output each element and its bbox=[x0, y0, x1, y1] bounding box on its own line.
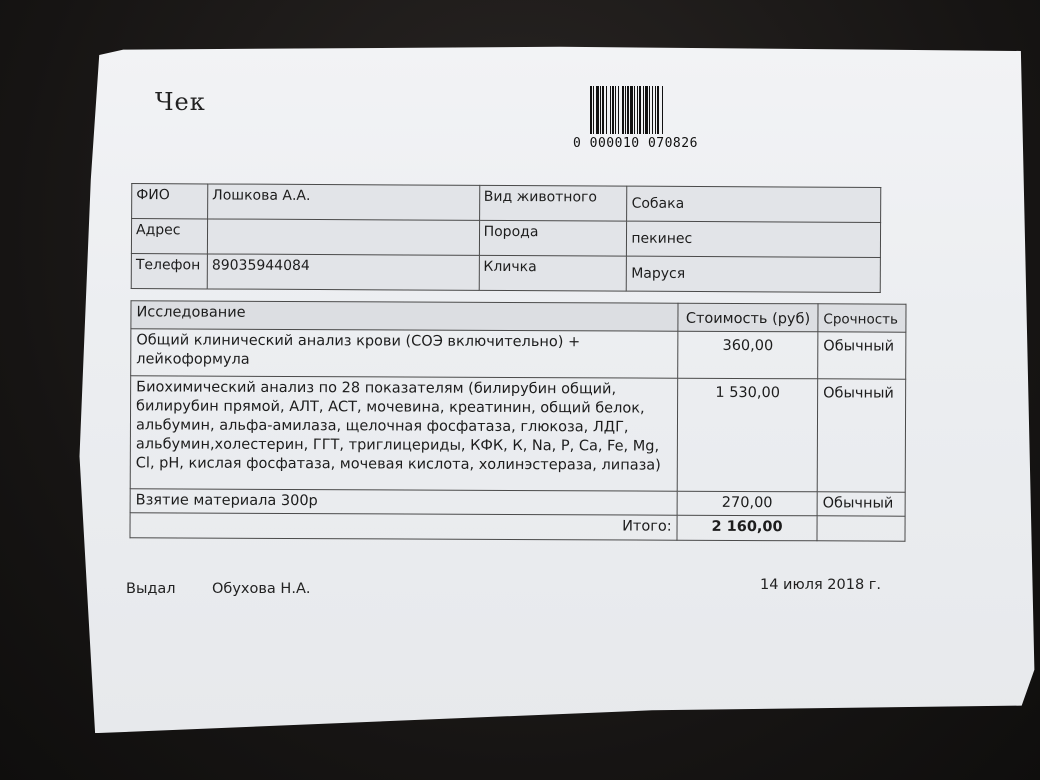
service-cost: 1 530,00 bbox=[677, 378, 817, 492]
barcode-image bbox=[590, 86, 718, 134]
label-species: Вид животного bbox=[479, 185, 627, 221]
service-urgency: Обычный bbox=[818, 332, 906, 379]
service-cost: 360,00 bbox=[678, 331, 818, 379]
service-name: Общий клинический анализ крови (СОЭ включительно) + лейкоформула bbox=[131, 329, 678, 378]
label-phone: Телефон bbox=[131, 254, 207, 289]
value-breed: пекинес bbox=[627, 221, 881, 257]
header-service: Исследование bbox=[131, 301, 678, 331]
client-row-address bbox=[131, 219, 880, 258]
label-address: Адрес bbox=[131, 219, 207, 254]
value-petname: Маруся bbox=[627, 256, 881, 292]
services-header-row bbox=[131, 301, 906, 332]
label-breed: Порода bbox=[479, 220, 627, 256]
issued-by: Обухова Н.А. bbox=[212, 581, 311, 597]
total-label: Итого: bbox=[130, 513, 677, 540]
label-petname: Кличка bbox=[479, 255, 627, 291]
receipt-title: Чек bbox=[155, 88, 206, 116]
total-empty bbox=[817, 516, 905, 541]
barcode-bar bbox=[663, 86, 664, 134]
service-urgency: Обычный bbox=[817, 379, 906, 492]
value-fio: Лошкова А.А. bbox=[208, 184, 480, 220]
total-value: 2 160,00 bbox=[677, 515, 817, 541]
value-species: Собака bbox=[627, 186, 881, 222]
client-row-name bbox=[132, 184, 881, 223]
services-table bbox=[129, 300, 906, 541]
client-info-table bbox=[131, 183, 882, 293]
service-row bbox=[130, 489, 905, 516]
service-row bbox=[131, 329, 906, 379]
service-cost: 270,00 bbox=[677, 491, 817, 516]
value-address bbox=[207, 219, 479, 255]
service-name: Биохимический анализ по 28 показателям (билирубин общий, билирубин прямой, АЛТ, АСТ, мочевина, креатинин, общий белок, альбумин, альфа-амилаза, щелочная фосфатаза, глюкоза, ЛДГ, альбумин,холестерин, ГГТ, триглицериды, КФК, К, Na, P, Ca, Fe, Mg, Cl, pH, кислая фосфатаза, мочевая кислота, холинэстераза, липаза) bbox=[130, 376, 678, 491]
service-row bbox=[130, 376, 905, 492]
header-urgency: Срочность bbox=[818, 304, 906, 332]
label-fio: ФИО bbox=[132, 184, 208, 219]
value-phone: 89035944084 bbox=[207, 254, 479, 290]
total-row bbox=[130, 513, 905, 541]
service-name: Взятие материала 300р bbox=[130, 489, 677, 515]
barcode-number: 0 000010 070826 bbox=[573, 136, 698, 151]
service-urgency: Обычный bbox=[817, 492, 905, 516]
header-cost: Стоимость (руб) bbox=[678, 303, 818, 332]
receipt-date: 14 июля 2018 г. bbox=[760, 577, 882, 593]
issued-label: Выдал bbox=[126, 581, 176, 597]
client-row-phone bbox=[131, 254, 880, 293]
